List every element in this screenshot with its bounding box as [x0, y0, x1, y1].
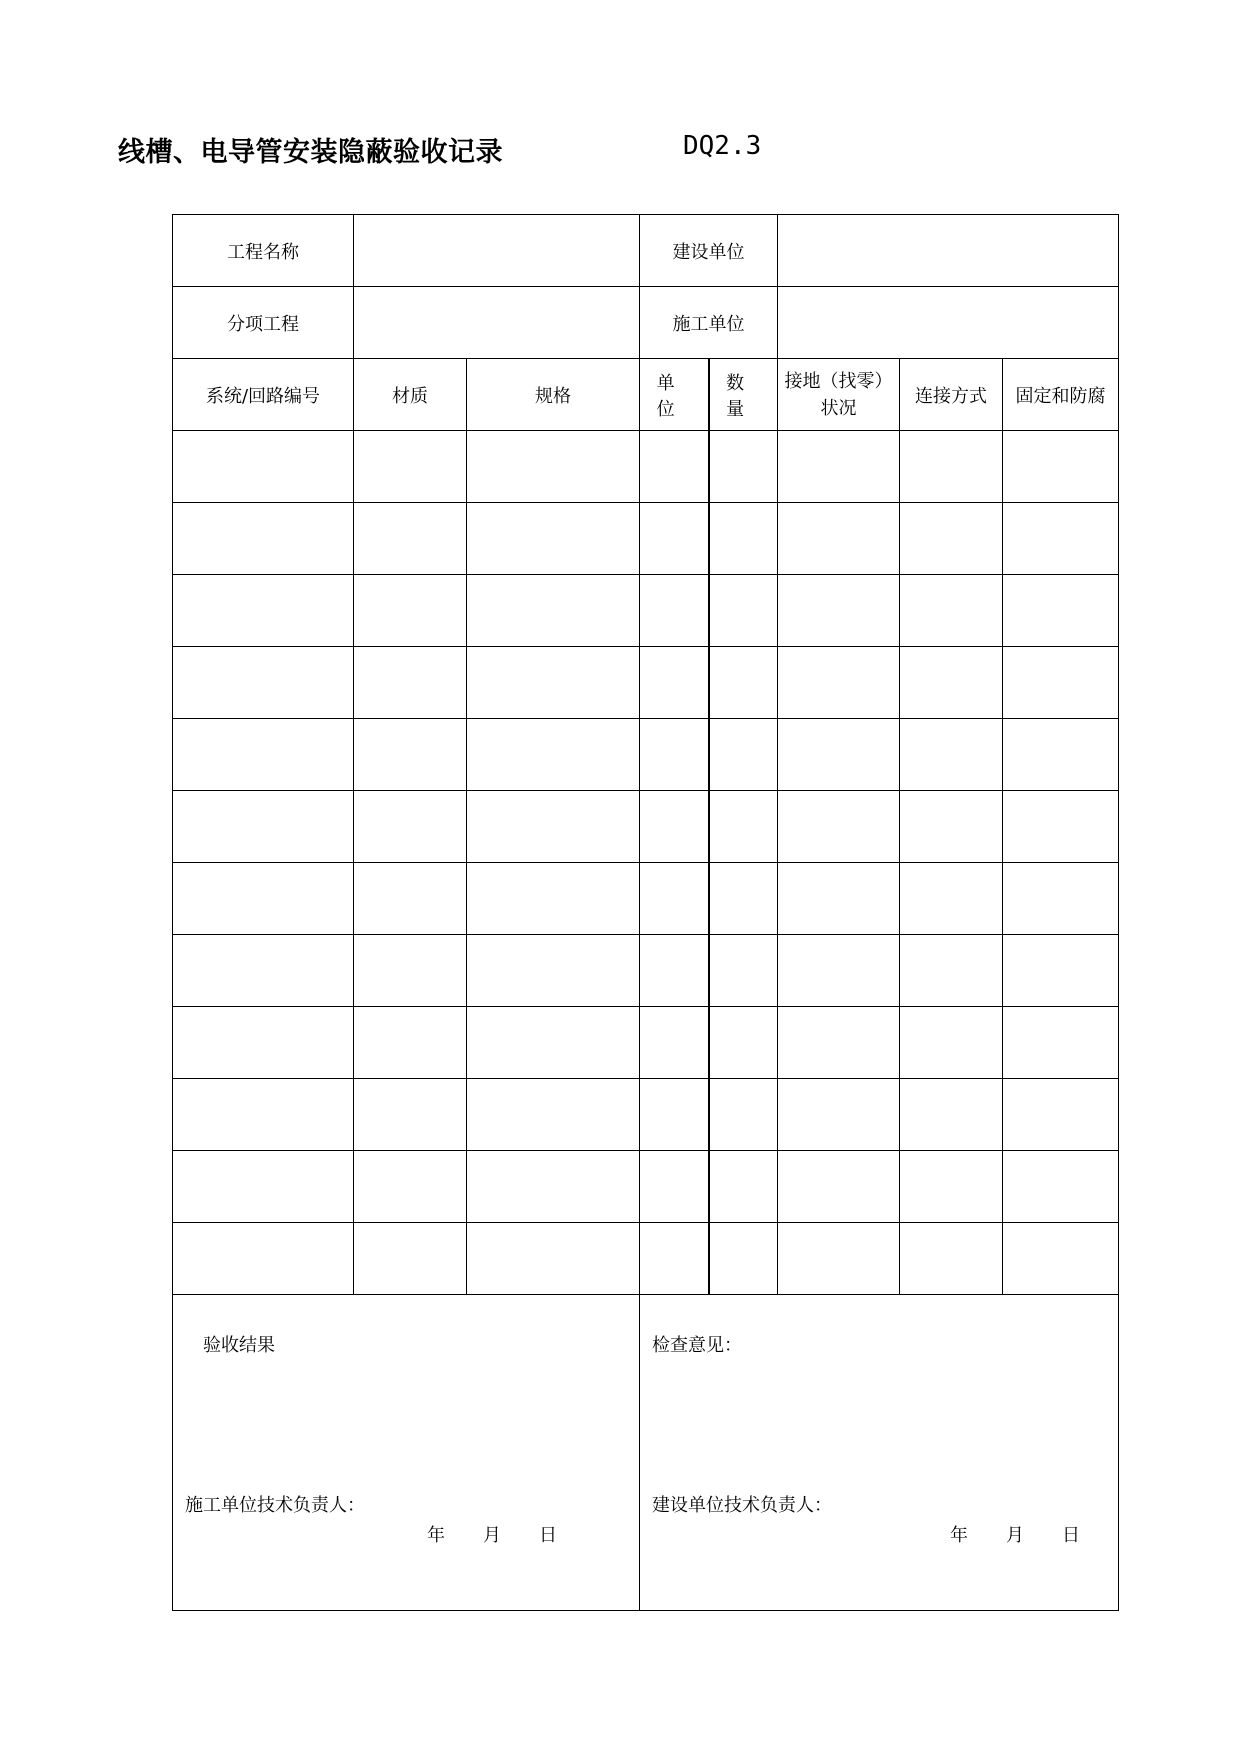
- cell-material[interactable]: [354, 1007, 467, 1079]
- table-row: [173, 1007, 1119, 1079]
- cell-fixing[interactable]: [1003, 431, 1119, 503]
- project-name-label: 工程名称: [173, 215, 354, 287]
- table-row: [173, 1151, 1119, 1223]
- cell-unit[interactable]: [640, 1079, 709, 1151]
- cell-system[interactable]: [173, 791, 354, 863]
- footer-row: [173, 1295, 1119, 1611]
- cell-unit[interactable]: [640, 1007, 709, 1079]
- cell-grounding[interactable]: [778, 863, 900, 935]
- cell-fixing[interactable]: [1003, 1007, 1119, 1079]
- col-grounding-header: 接地（找零）状况: [778, 359, 900, 431]
- cell-spec[interactable]: [467, 791, 640, 863]
- cell-grounding[interactable]: [778, 575, 900, 647]
- cell-connection[interactable]: [900, 791, 1003, 863]
- cell-fixing[interactable]: [1003, 575, 1119, 647]
- cell-fixing[interactable]: [1003, 863, 1119, 935]
- col-spec-header: 规格: [467, 359, 640, 431]
- contractor-tech-lead-label: 施工单位技术负责人：: [185, 1495, 365, 1516]
- cell-spec[interactable]: [467, 431, 640, 503]
- cell-spec[interactable]: [467, 863, 640, 935]
- cell-connection[interactable]: [900, 1223, 1003, 1295]
- cell-connection[interactable]: [900, 719, 1003, 791]
- cell-system[interactable]: [173, 1079, 354, 1151]
- cell-unit[interactable]: [640, 935, 709, 1007]
- inspection-opinion-cell[interactable]: [640, 1295, 1119, 1611]
- cell-fixing[interactable]: [1003, 503, 1119, 575]
- column-header-row: [173, 359, 1119, 431]
- cell-spec[interactable]: [467, 503, 640, 575]
- cell-grounding[interactable]: [778, 431, 900, 503]
- cell-connection[interactable]: [900, 647, 1003, 719]
- cell-spec[interactable]: [467, 1151, 640, 1223]
- cell-grounding[interactable]: [778, 503, 900, 575]
- table-row: [173, 503, 1119, 575]
- cell-material[interactable]: [354, 1151, 467, 1223]
- cell-qty[interactable]: [709, 1151, 778, 1223]
- owner-date-day: 日: [1062, 1525, 1080, 1546]
- cell-system[interactable]: [173, 431, 354, 503]
- col-system-header: 系统/回路编号: [173, 359, 354, 431]
- cell-spec[interactable]: [467, 719, 640, 791]
- cell-fixing[interactable]: [1003, 647, 1119, 719]
- cell-material[interactable]: [354, 575, 467, 647]
- contractor-date-month: 月: [483, 1525, 501, 1546]
- cell-spec[interactable]: [467, 575, 640, 647]
- inspection-record-table: [172, 214, 1119, 1611]
- owner-label: 建设单位: [640, 215, 778, 287]
- inspection-opinion-label: 检查意见：: [652, 1335, 742, 1356]
- cell-fixing[interactable]: [1003, 719, 1119, 791]
- table-row: [173, 935, 1119, 1007]
- col-material-header: 材质: [354, 359, 467, 431]
- cell-grounding[interactable]: [778, 719, 900, 791]
- cell-fixing[interactable]: [1003, 1223, 1119, 1295]
- acceptance-result-label: 验收结果: [203, 1335, 275, 1356]
- cell-qty[interactable]: [709, 719, 778, 791]
- cell-grounding[interactable]: [778, 935, 900, 1007]
- cell-qty[interactable]: [709, 863, 778, 935]
- cell-connection[interactable]: [900, 863, 1003, 935]
- cell-connection[interactable]: [900, 1151, 1003, 1223]
- cell-qty[interactable]: [709, 575, 778, 647]
- cell-spec[interactable]: [467, 1079, 640, 1151]
- cell-material[interactable]: [354, 431, 467, 503]
- contractor-label: 施工单位: [640, 287, 778, 359]
- col-fixing-header: 固定和防腐: [1003, 359, 1119, 431]
- col-connection-header: 连接方式: [900, 359, 1003, 431]
- cell-material[interactable]: [354, 935, 467, 1007]
- cell-fixing[interactable]: [1003, 1151, 1119, 1223]
- document-title: 线槽、电导管安装隐蔽验收记录: [118, 137, 503, 168]
- cell-material[interactable]: [354, 863, 467, 935]
- cell-system[interactable]: [173, 1007, 354, 1079]
- cell-grounding[interactable]: [778, 1079, 900, 1151]
- contractor-field[interactable]: [778, 287, 1119, 359]
- owner-date-month: 月: [1006, 1525, 1024, 1546]
- table-row: [173, 719, 1119, 791]
- cell-unit[interactable]: [640, 503, 709, 575]
- table-row: [173, 1079, 1119, 1151]
- table-row: [173, 863, 1119, 935]
- cell-unit[interactable]: [640, 575, 709, 647]
- col-unit-header: 单位: [640, 359, 709, 431]
- cell-grounding[interactable]: [778, 1223, 900, 1295]
- cell-connection[interactable]: [900, 1007, 1003, 1079]
- cell-qty[interactable]: [709, 647, 778, 719]
- cell-qty[interactable]: [709, 1079, 778, 1151]
- cell-fixing[interactable]: [1003, 935, 1119, 1007]
- cell-unit[interactable]: [640, 863, 709, 935]
- cell-material[interactable]: [354, 719, 467, 791]
- cell-qty[interactable]: [709, 431, 778, 503]
- cell-spec[interactable]: [467, 1007, 640, 1079]
- project-name-field[interactable]: [354, 215, 640, 287]
- cell-qty[interactable]: [709, 1223, 778, 1295]
- cell-qty[interactable]: [709, 791, 778, 863]
- header-row-project: [173, 215, 1119, 287]
- cell-connection[interactable]: [900, 575, 1003, 647]
- cell-system[interactable]: [173, 863, 354, 935]
- form-code: DQ2.3: [683, 131, 762, 161]
- cell-qty[interactable]: [709, 503, 778, 575]
- cell-material[interactable]: [354, 1079, 467, 1151]
- cell-system[interactable]: [173, 575, 354, 647]
- cell-spec[interactable]: [467, 1223, 640, 1295]
- cell-system[interactable]: [173, 1223, 354, 1295]
- subproject-field[interactable]: [354, 287, 640, 359]
- cell-material[interactable]: [354, 503, 467, 575]
- cell-connection[interactable]: [900, 1079, 1003, 1151]
- cell-spec[interactable]: [467, 935, 640, 1007]
- cell-unit[interactable]: [640, 791, 709, 863]
- cell-system[interactable]: [173, 935, 354, 1007]
- table-row: [173, 575, 1119, 647]
- cell-connection[interactable]: [900, 503, 1003, 575]
- owner-tech-lead-label: 建设单位技术负责人：: [652, 1495, 832, 1516]
- cell-connection[interactable]: [900, 431, 1003, 503]
- cell-grounding[interactable]: [778, 1151, 900, 1223]
- cell-qty[interactable]: [709, 935, 778, 1007]
- cell-grounding[interactable]: [778, 647, 900, 719]
- table-row: [173, 1223, 1119, 1295]
- cell-system[interactable]: [173, 503, 354, 575]
- cell-system[interactable]: [173, 719, 354, 791]
- owner-date-year: 年: [950, 1525, 968, 1546]
- cell-fixing[interactable]: [1003, 1079, 1119, 1151]
- cell-connection[interactable]: [900, 935, 1003, 1007]
- cell-unit[interactable]: [640, 1151, 709, 1223]
- acceptance-result-cell[interactable]: [173, 1295, 640, 1611]
- contractor-date-year: 年: [427, 1525, 445, 1546]
- table-row: [173, 791, 1119, 863]
- contractor-date-day: 日: [539, 1525, 557, 1546]
- cell-spec[interactable]: [467, 647, 640, 719]
- cell-unit[interactable]: [640, 431, 709, 503]
- cell-unit[interactable]: [640, 719, 709, 791]
- header-row-subproject: [173, 287, 1119, 359]
- cell-material[interactable]: [354, 1223, 467, 1295]
- table-row: [173, 647, 1119, 719]
- cell-material[interactable]: [354, 791, 467, 863]
- cell-grounding[interactable]: [778, 1007, 900, 1079]
- cell-fixing[interactable]: [1003, 791, 1119, 863]
- cell-system[interactable]: [173, 647, 354, 719]
- cell-unit[interactable]: [640, 1223, 709, 1295]
- cell-material[interactable]: [354, 647, 467, 719]
- owner-field[interactable]: [778, 215, 1119, 287]
- table-row: [173, 431, 1119, 503]
- cell-grounding[interactable]: [778, 791, 900, 863]
- col-qty-header: 数量: [709, 359, 778, 431]
- cell-qty[interactable]: [709, 1007, 778, 1079]
- cell-unit[interactable]: [640, 647, 709, 719]
- cell-system[interactable]: [173, 1151, 354, 1223]
- subproject-label: 分项工程: [173, 287, 354, 359]
